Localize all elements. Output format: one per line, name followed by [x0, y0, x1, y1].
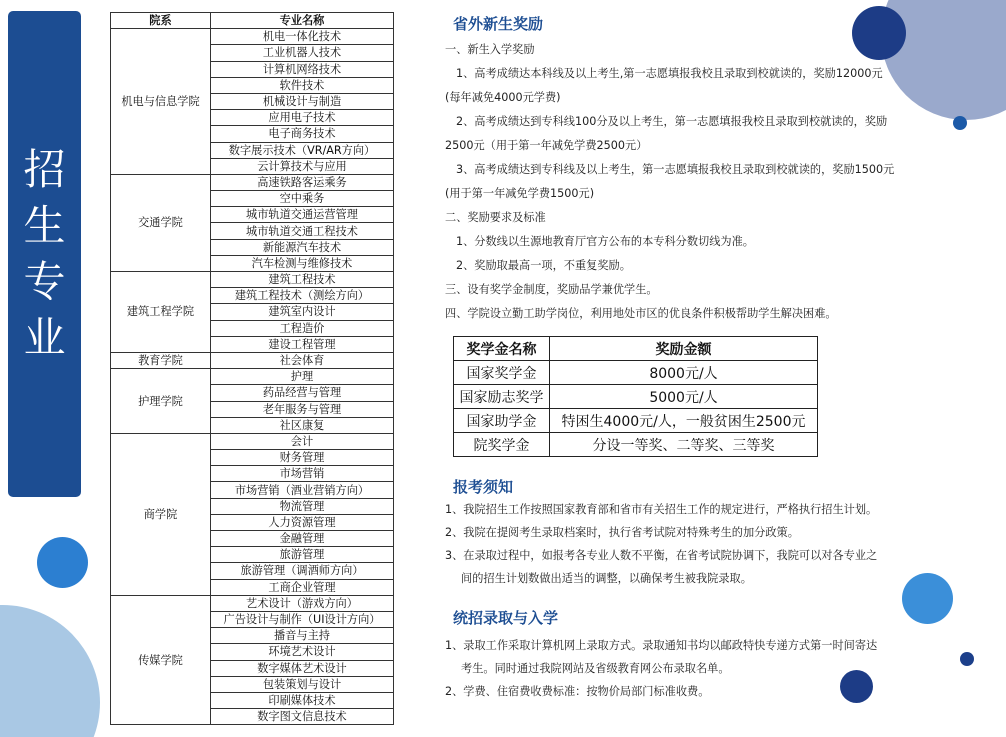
- notice-line: 1、我院招生工作按照国家教育部和省市有关招生工作的规定进行，严格执行招生计划。: [445, 503, 878, 516]
- major-cell: 环境艺术设计: [211, 644, 394, 660]
- reward-line: 3、高考成绩达到专科线及以上考生，第一志愿填报我校且录取到校就读的，奖励1500元: [456, 163, 895, 176]
- major-cell: 电子商务技术: [211, 126, 394, 142]
- reward-line: (用于第一年减免学费1500元): [445, 187, 595, 200]
- major-cell: 市场营销: [211, 466, 394, 482]
- major-cell: 应用电子技术: [211, 110, 394, 126]
- side-title-bar: [8, 11, 81, 497]
- scholarship-amount: 分设一等奖、二等奖、三等奖: [550, 433, 818, 457]
- major-cell: 高速铁路客运乘务: [211, 174, 394, 190]
- table-row: [111, 272, 394, 288]
- notice-title: 报考须知: [453, 478, 514, 496]
- major-cell: 旅游管理（调酒师方向）: [211, 563, 394, 579]
- table-row: [454, 433, 818, 457]
- major-cell: 云计算技术与应用: [211, 158, 394, 174]
- major-cell: 汽车检测与维修技术: [211, 255, 394, 271]
- decor-circle-blue: [902, 573, 953, 624]
- decor-dot: [960, 652, 974, 666]
- major-cell: 工业机器人技术: [211, 45, 394, 61]
- major-cell: 药品经营与管理: [211, 385, 394, 401]
- major-cell: 社会体育: [211, 352, 394, 368]
- college-cell: 机电与信息学院: [111, 29, 211, 175]
- college-cell: 建筑工程学院: [111, 272, 211, 353]
- major-cell: 建设工程管理: [211, 336, 394, 352]
- major-cell: 广告设计与制作（UI设计方向）: [211, 611, 394, 627]
- decor-circle-blue: [37, 537, 88, 588]
- reward-line: 2500元（用于第一年减免学费2500元）: [445, 139, 648, 152]
- major-cell: 物流管理: [211, 498, 394, 514]
- college-cell: 传媒学院: [111, 595, 211, 725]
- side-title: 招生专业: [23, 145, 66, 362]
- decor-dot: [953, 116, 967, 130]
- major-cell: 市场营销（酒业营销方向）: [211, 482, 394, 498]
- admission-title: 统招录取与入学: [453, 609, 559, 627]
- scholarship-name: 国家励志奖学: [454, 385, 550, 409]
- major-cell: 工商企业管理: [211, 579, 394, 595]
- major-cell: 软件技术: [211, 77, 394, 93]
- table-row: [111, 595, 394, 611]
- major-header: 专业名称: [211, 13, 394, 29]
- table-row: [111, 352, 394, 368]
- major-cell: 包装策划与设计: [211, 676, 394, 692]
- admission-line: 2、学费、住宿费收费标准：按物价局部门标准收费。: [445, 685, 710, 698]
- table-header-row: [454, 337, 818, 361]
- scholarship-name-header: 奖学金名称: [454, 337, 550, 361]
- major-cell: 机械设计与制造: [211, 93, 394, 109]
- major-cell: 老年服务与管理: [211, 401, 394, 417]
- major-cell: 建筑工程技术（测绘方向）: [211, 288, 394, 304]
- college-cell: 商学院: [111, 433, 211, 595]
- reward-title: 省外新生奖励: [453, 15, 544, 33]
- major-cell: 会计: [211, 433, 394, 449]
- notice-line: 3、在录取过程中，如报考各专业人数不平衡，在省考试院协调下，我院可以对各专业之: [445, 549, 878, 562]
- reward-line: 1、分数线以生源地教育厅官方公布的本专科分数切线为准。: [456, 235, 754, 248]
- major-cell: 人力资源管理: [211, 514, 394, 530]
- table-row: [454, 361, 818, 385]
- majors-table-body: [111, 29, 394, 725]
- college-header: 院系: [111, 13, 211, 29]
- reward-line: 四、学院设立勤工助学岗位，利用地处市区的优良条件积极帮助学生解决困难。: [445, 307, 837, 320]
- major-cell: 数字展示技术（VR/AR方向）: [211, 142, 394, 158]
- reward-line: (每年减免4000元学费): [445, 91, 561, 104]
- table-row: [111, 29, 394, 45]
- reward-line: 一、新生入学奖励: [445, 43, 535, 56]
- reward-line: 1、高考成绩达本科线及以上考生,第一志愿填报我校且录取到校就读的，奖励12000元: [456, 67, 883, 80]
- reward-line: 二、奖励要求及标准: [445, 211, 546, 224]
- scholarship-amount: 特困生4000元/人，一般贫困生2500元: [550, 409, 818, 433]
- major-cell: 社区康复: [211, 417, 394, 433]
- notice-line: 2、我院在提阅考生录取档案时，执行省考试院对特殊考生的加分政策。: [445, 526, 799, 539]
- major-cell: 播音与主持: [211, 628, 394, 644]
- table-row: [454, 409, 818, 433]
- reward-line: 2、高考成绩达到专科线100分及以上考生，第一志愿填报我校且录取到校就读的，奖励: [456, 115, 888, 128]
- scholarship-amount: 8000元/人: [550, 361, 818, 385]
- table-row: [111, 369, 394, 385]
- admission-line: 考生。同时通过我院网站及省级教育网公布录取名单。: [461, 662, 730, 675]
- reward-line: 2、奖励取最高一项，不重复奖励。: [456, 259, 631, 272]
- major-cell: 建筑工程技术: [211, 272, 394, 288]
- decor-circle-navy: [852, 6, 906, 60]
- table-row: [111, 433, 394, 449]
- scholarship-name: 院奖学金: [454, 433, 550, 457]
- scholarship-amount-header: 奖励金额: [550, 337, 818, 361]
- table-row: [454, 385, 818, 409]
- major-cell: 工程造价: [211, 320, 394, 336]
- scholarship-name: 国家助学金: [454, 409, 550, 433]
- major-cell: 护理: [211, 369, 394, 385]
- decor-circle-light: [0, 605, 100, 737]
- major-cell: 数字图文信息技术: [211, 709, 394, 725]
- major-cell: 旅游管理: [211, 547, 394, 563]
- table-row: [111, 174, 394, 190]
- major-cell: 印刷媒体技术: [211, 692, 394, 708]
- decor-circle-navy: [840, 670, 873, 703]
- major-cell: 金融管理: [211, 531, 394, 547]
- scholarship-table: [453, 336, 818, 457]
- major-cell: 财务管理: [211, 450, 394, 466]
- scholarship-amount: 5000元/人: [550, 385, 818, 409]
- reward-line: 三、设有奖学金制度，奖励品学兼优学生。: [445, 283, 658, 296]
- major-cell: 空中乘务: [211, 191, 394, 207]
- notice-line: 间的招生计划数做出适当的调整，以确保考生被我院录取。: [461, 572, 752, 585]
- major-cell: 数字媒体艺术设计: [211, 660, 394, 676]
- major-cell: 计算机网络技术: [211, 61, 394, 77]
- admission-line: 1、录取工作采取计算机网上录取方式。录取通知书均以邮政特快专递方式第一时间寄达: [445, 639, 878, 652]
- scholarship-name: 国家奖学金: [454, 361, 550, 385]
- majors-table: [110, 12, 394, 725]
- major-cell: 机电一体化技术: [211, 29, 394, 45]
- college-cell: 护理学院: [111, 369, 211, 434]
- table-header-row: [111, 13, 394, 29]
- major-cell: 建筑室内设计: [211, 304, 394, 320]
- major-cell: 艺术设计（游戏方向）: [211, 595, 394, 611]
- major-cell: 城市轨道交通工程技术: [211, 223, 394, 239]
- major-cell: 城市轨道交通运营管理: [211, 207, 394, 223]
- major-cell: 新能源汽车技术: [211, 239, 394, 255]
- college-cell: 交通学院: [111, 174, 211, 271]
- college-cell: 教育学院: [111, 352, 211, 368]
